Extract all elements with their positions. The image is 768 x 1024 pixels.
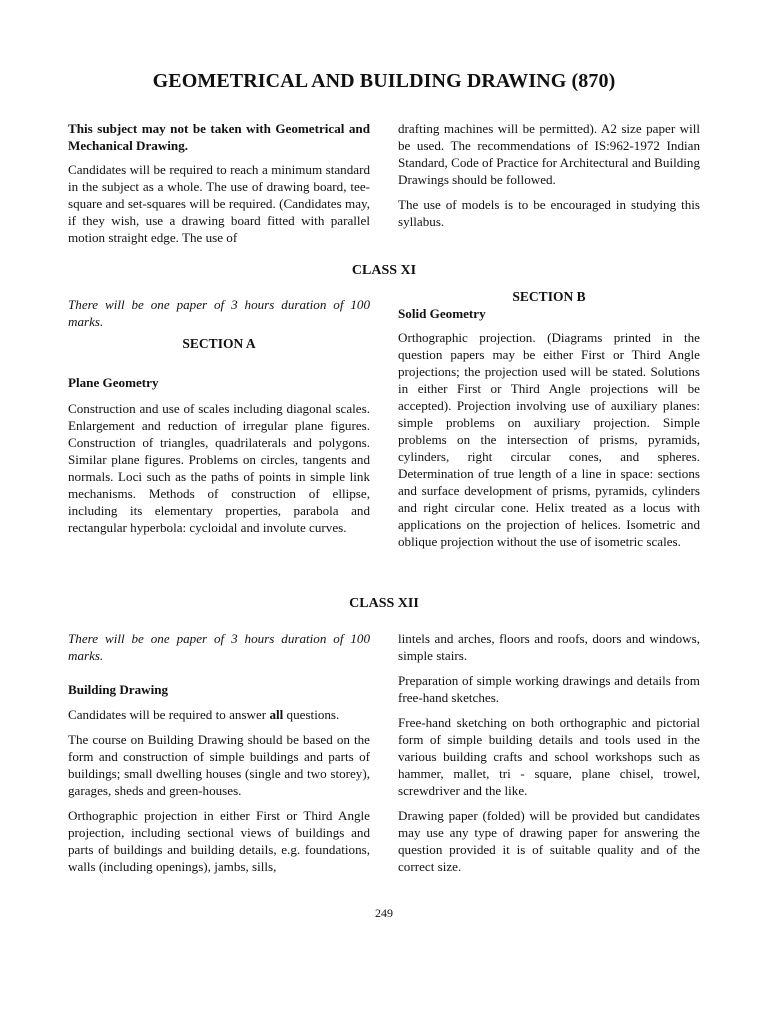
intro-right-column	[398, 120, 700, 230]
class-xi-heading: CLASS XI	[351, 263, 417, 278]
restriction-note: This subject may not be taken with Geometrical and Mechanical Drawing.	[68, 121, 370, 153]
course-paragraph: Preparation of simple working drawings and details from free-hand sketches.	[398, 673, 700, 705]
page-title: GEOMETRICAL AND BUILDING DRAWING (870)	[152, 70, 616, 92]
section-a-heading: SECTION A	[182, 336, 256, 351]
course-paragraph: Orthographic projection in either First or Third Angle projection, including sectional views of buildings and parts of buildings and building details, e.g. foundations, walls (including openings), jambs, sills,	[68, 808, 370, 874]
section-b-heading: SECTION B	[512, 289, 586, 304]
intro-left-column	[68, 120, 370, 246]
intro-paragraph: The use of models is to be encouraged in studying this syllabus.	[398, 197, 700, 229]
intro-paragraph: drafting machines will be permitted). A2 size paper will be used. The recommendations of IS:962-1972 Indian Standard, Code of Practice for Architectural and Building Drawings should be followed.	[398, 121, 700, 187]
section-b-body: Orthographic projection. (Diagrams printed in the question papers may be either First or Third Angle projections; the projection used will be stated. Solutions in either First or Third Angle projections will be accepted). Projection involving use of auxiliary planes: simple problems on auxiliary projection. Simple problems on the intersection of prisms, pyramids, cylinders, right circular cones, and spheres. Determination of true length of a line in space: sections and surface development of prisms, pyramids, cylinders and right circular cone. Helix treated as a locus with applications on the projection of helices. Isometric and oblique projection without the use of isometric scales.	[398, 330, 700, 549]
class-xi-right-column	[398, 288, 700, 550]
course-paragraph: The course on Building Drawing should be based on the form and construction of simple buildings and parts of buildings; small dwelling houses (single and two storey), garages, sheds and green-houses.	[68, 732, 370, 798]
course-paragraph: lintels and arches, floors and roofs, doors and windows, simple stairs.	[398, 631, 700, 663]
paper-note: There will be one paper of 3 hours duration of 100 marks.	[68, 297, 370, 329]
course-paragraph: Free-hand sketching on both orthographic and pictorial form of simple building details and tools used in the various building crafts and school workshops such as hammer, mallet, tri - square, plane chisel, trowel, screwdriver and the like.	[398, 715, 700, 798]
class-xi-left-column	[68, 296, 370, 536]
intro-paragraph: Candidates will be required to reach a minimum standard in the subject as a whole. The use of drawing board, tee-square and set-squares will be required. (Candidates may, if they wish, use a drawing board fitted with parallel motion straight edge. The use of	[68, 162, 370, 245]
class-xii-heading: CLASS XII	[349, 596, 419, 611]
paper-note: There will be one paper of 3 hours duration of 100 marks.	[68, 631, 370, 663]
course-paragraph: Drawing paper (folded) will be provided but candidates may use any type of drawing paper for answering the question provided it is of suitable quality and of the correct size.	[398, 808, 700, 874]
building-drawing-heading: Building Drawing	[68, 682, 169, 697]
class-xii-left-column	[68, 630, 370, 875]
section-a-body: Construction and use of scales including diagonal scales. Enlargement and reduction of irregular plane figures. Construction of triangles, quadrilaterals and polygons. Similar plane figures. Problems on circles, tangents and normals. Loci such as the paths of points in simple link mechanisms. Methods of construction of ellipse, including its elementary properties, parabola and rectangular hyperbola: cycloidal and involute curves.	[68, 401, 370, 535]
answer-instruction: Candidates will be required to answer all questions.	[68, 707, 340, 722]
class-xii-right-column	[398, 630, 700, 875]
solid-geometry-heading: Solid Geometry	[398, 306, 486, 321]
plane-geometry-heading: Plane Geometry	[68, 375, 159, 390]
page-number: 249	[375, 906, 393, 920]
